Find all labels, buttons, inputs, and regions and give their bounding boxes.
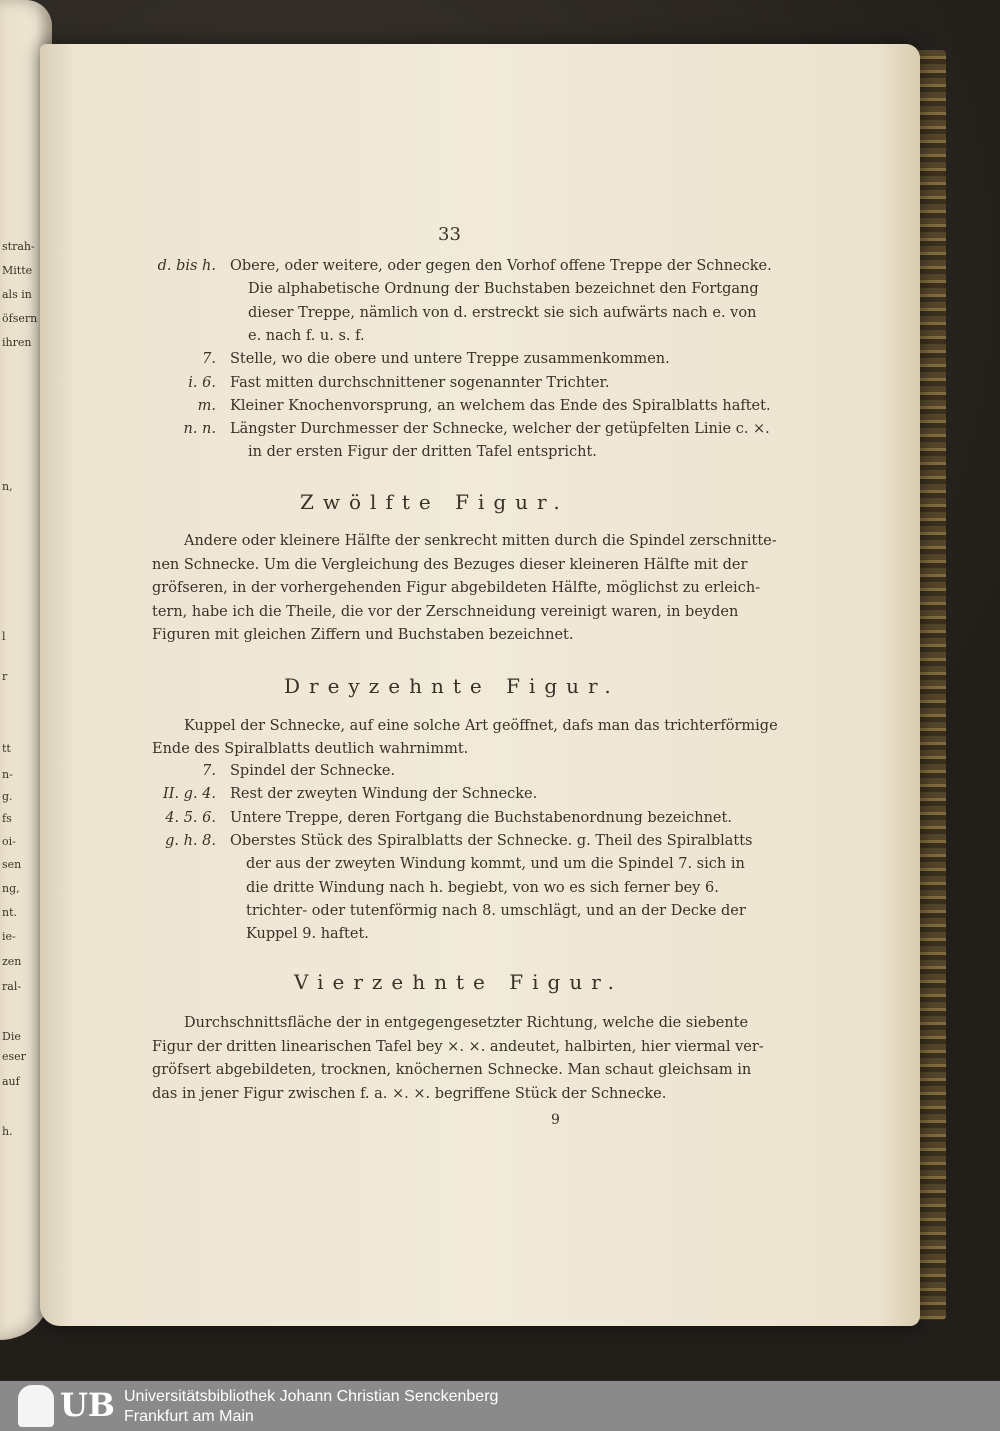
entry-text: Fast mitten durchschnittener sogenannter Trichter. [230,374,610,391]
paragraph-line: Figuren mit gleichen Ziffern und Buchstaben bezeichnet. [152,627,574,643]
entry-text: Spindel der Schnecke. [230,763,396,779]
left-page-fragment: zen [2,955,22,968]
page-number: 33 [438,224,461,245]
section-heading: Zwölfte Figur. [300,490,569,514]
entry-text: Kleiner Knochenvorsprung, an welchem das Ende des Spiralblatts haftet. [230,397,771,414]
entry-text: der aus der zweyten Windung kommt, und um die Spindel 7. sich in [246,856,745,873]
left-page-fragment: ie- [2,930,16,943]
left-page-fragment: ral- [2,980,22,993]
left-page-fragment: auf [2,1075,20,1088]
paragraph-line: gröfseren, in der vorhergehenden Figur abgebildeten Hälfte, möglichst zu erleich- [152,580,761,596]
paragraph-line: tern, habe ich die Theile, die vor der Zerschneidung vereinigt waren, in beyden [152,603,739,620]
entry-text: Längster Durchmesser der Schnecke, welcher der getüpfelten Linie c. ×. [230,421,770,438]
footer-banner [0,1381,1000,1431]
entry-label: II. g. 4. [162,786,216,803]
entry-label: 7. [202,763,216,779]
paragraph-line: gröfsert abgebildeten, trocknen, knöchernen Schnecke. Man schaut gleichsam in [152,1062,752,1078]
entry-text: Untere Treppe, deren Fortgang die Buchstabenordnung bezeichnet. [230,809,732,826]
portrait-icon [18,1385,54,1427]
section-heading: Vierzehnte Figur. [294,970,623,994]
left-page-fragment: oi- [2,835,16,848]
section-heading: Dreyzehnte Figur. [284,674,620,698]
entry-text: Die alphabetische Ordnung der Buchstaben bezeichnet den Fortgang [248,281,759,298]
entry-label: 4. 5. 6. [165,809,216,826]
left-page-fragment: h. [2,1125,13,1138]
left-page-fragment: tt [2,742,11,755]
library-logo[interactable] [8,1385,116,1427]
left-page-fragment: eser [2,1050,26,1063]
entry-text: dieser Treppe, nämlich von d. erstreckt sie sich aufwärts nach e. von [248,304,757,321]
left-page-fragment: l [2,630,6,643]
library-city: Frankfurt am Main [124,1408,254,1425]
entry-label: d. bis h. [157,258,216,274]
left-page-fragment: r [2,670,8,683]
left-page-fragment: Mitte [2,264,33,277]
logo-text: UB [60,1386,115,1424]
entry-text: die dritte Windung nach h. begiebt, von wo es sich ferner bey 6. [246,879,719,896]
paragraph-line: Durchschnittsfläche der in entgegengesetzter Richtung, welche die siebente [184,1015,749,1031]
paragraph-line: nen Schnecke. Um die Vergleichung des Bezuges dieser kleineren Hälfte mit der [152,556,748,573]
left-page-fragment: g. [2,790,13,803]
entry-text: Obere, oder weitere, oder gegen den Vorhof offene Treppe der Schnecke. [230,258,772,274]
entry-text: e. nach f. u. s. f. [248,327,365,344]
entry-label: g. h. 8. [165,832,216,849]
paragraph-line: Andere oder kleinere Hälfte der senkrecht mitten durch die Spindel zerschnitte- [184,533,777,549]
entry-text: Rest der zweyten Windung der Schnecke. [230,786,538,803]
entry-text: trichter- oder tutenförmig nach 8. umschlägt, und an der Decke der [246,902,746,919]
entry-text: Kuppel 9. haftet. [246,926,369,943]
left-page-fragment: n- [2,768,13,781]
paragraph-line: Kuppel der Schnecke, auf eine solche Art geöffnet, dafs man das trichterförmige [184,718,778,734]
left-page-fragment: fs [2,812,12,825]
left-page-fragment: ihren [2,336,32,349]
book-page [40,44,920,1326]
left-page-fragment: als in [2,288,32,301]
signature-mark: 9 [551,1112,560,1128]
left-page-fragment: öfsern [2,312,38,325]
entry-label: m. [197,397,216,414]
left-page-fragment: strah- [2,240,35,253]
entry-text: Stelle, wo die obere und untere Treppe zusammenkommen. [230,351,670,368]
left-page-fragment: sen [2,858,22,871]
entry-text: in der ersten Figur der dritten Tafel entspricht. [248,444,597,461]
library-name: Universitätsbibliothek Johann Christian Senckenberg [124,1388,499,1405]
left-page-fragment: ng, [2,882,20,895]
left-page-fragment: nt. [2,906,18,919]
paragraph-line: Ende des Spiralblatts deutlich wahrnimmt. [152,741,469,757]
paragraph-line: Figur der dritten linearischen Tafel bey ×. ×. andeutet, halbirten, hier viermal ver- [152,1038,764,1055]
entry-text: Oberstes Stück des Spiralblatts der Schnecke. g. Theil des Spiralblatts [230,832,753,849]
entry-label: 7. [202,351,216,368]
entry-label: i. 6. [188,374,216,391]
left-page-fragment: n, [2,480,13,493]
entry-label: n. n. [183,421,216,438]
left-page-fragment: Die [2,1030,21,1043]
paragraph-line: das in jener Figur zwischen f. a. ×. ×. begriffene Stück der Schnecke. [152,1085,667,1102]
